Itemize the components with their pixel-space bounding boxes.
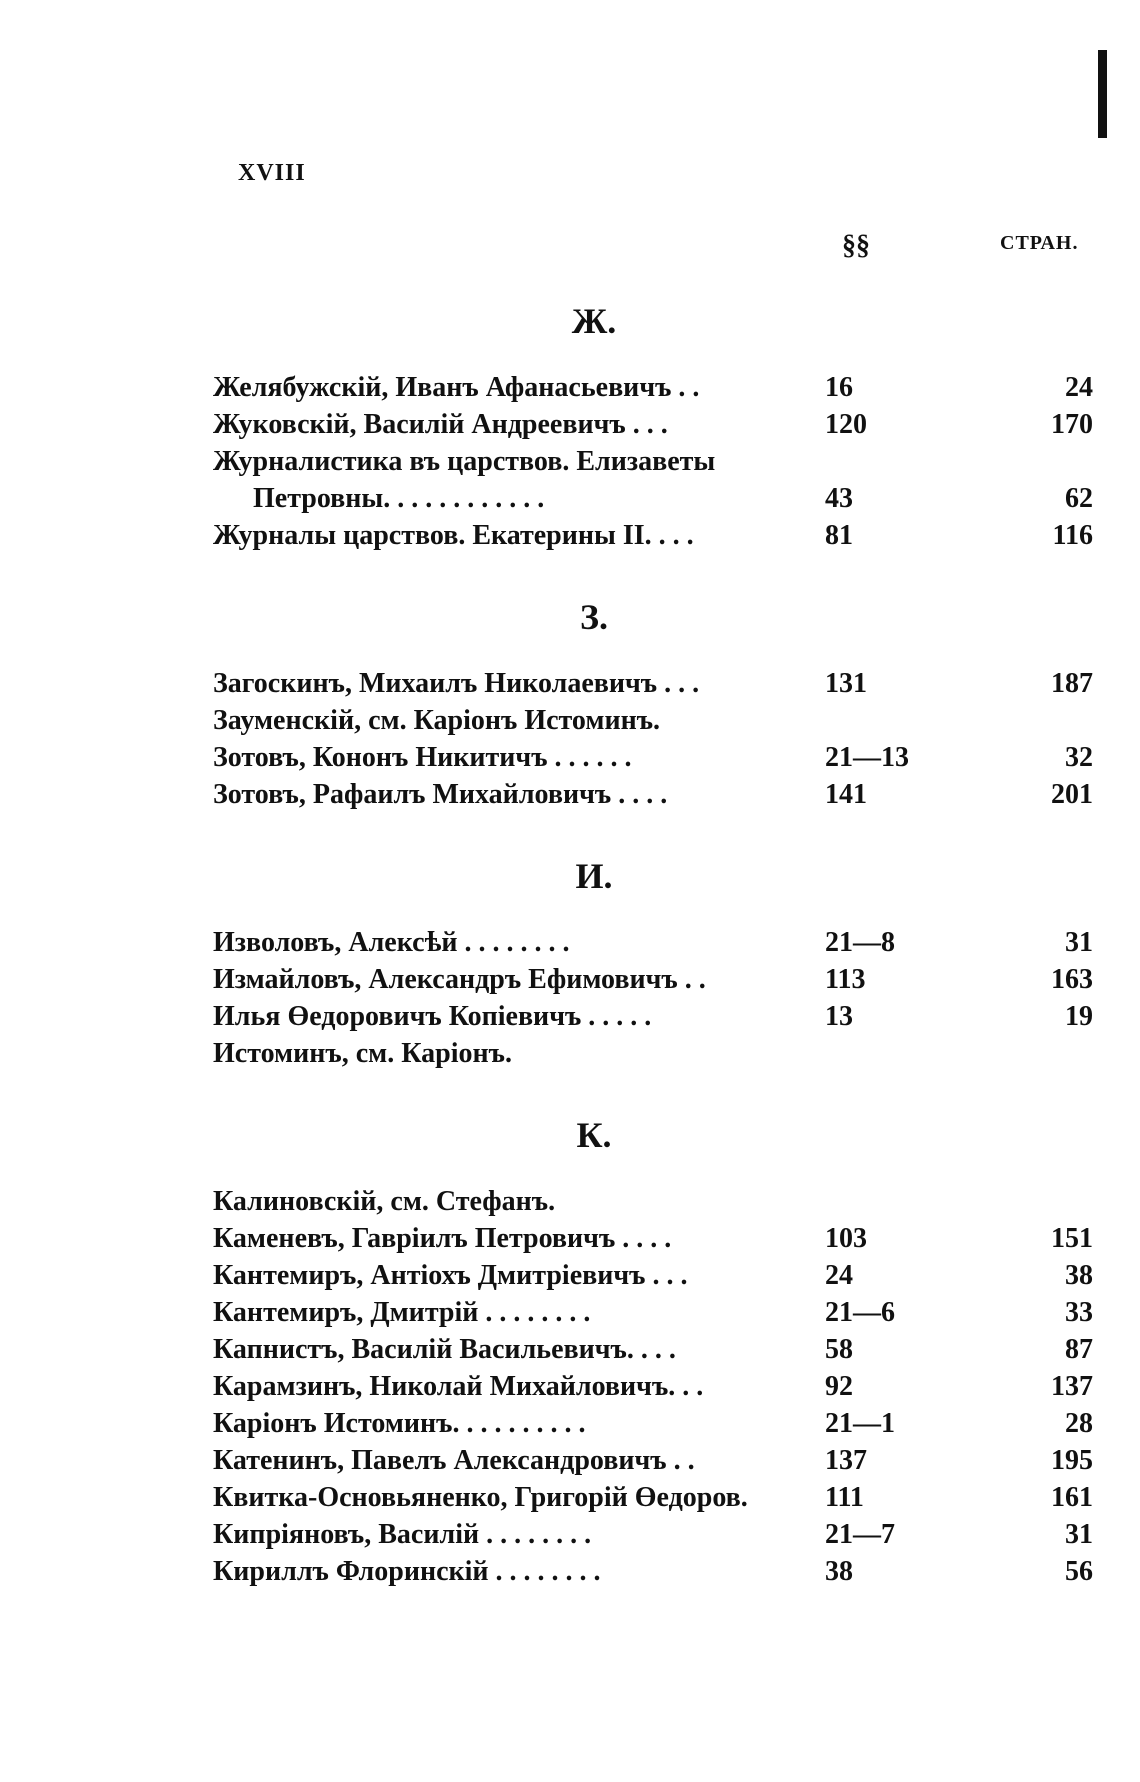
- section-letter-zh: Ж.: [571, 301, 617, 341]
- entry-page: 87: [1065, 1334, 1093, 1365]
- entry-section: 21—7: [825, 1519, 895, 1550]
- entry-section: 137: [825, 1445, 867, 1476]
- entry-section: 21—6: [825, 1297, 895, 1328]
- entry-section: 21—1: [825, 1408, 895, 1439]
- entry-section: 113: [825, 964, 866, 995]
- entry-page: 28: [1065, 1408, 1093, 1439]
- index-entry: [213, 1556, 1093, 1594]
- entry-name: Зауменскій, см. Каріонъ Истоминъ.: [213, 705, 661, 736]
- entry-name: Жуковскій, Василій Андреевичъ . . .: [213, 409, 668, 440]
- entry-name: Зотовъ, Кононъ Никитичъ . . . . . .: [213, 742, 632, 773]
- page-number: XVIII: [238, 160, 306, 186]
- entry-name: Петровны. . . . . . . . . . . .: [253, 483, 545, 514]
- index-entry: [213, 927, 1093, 965]
- entry-page: 151: [1051, 1223, 1093, 1254]
- margin-rule: [1098, 50, 1107, 138]
- entry-page: 62: [1065, 483, 1093, 514]
- entry-section: 13: [825, 1001, 853, 1032]
- entry-page: 163: [1051, 964, 1093, 995]
- index-entry: [213, 1334, 1093, 1372]
- entry-name: Измайловъ, Александръ Ефимовичъ . .: [213, 964, 706, 995]
- entry-page: 24: [1065, 372, 1093, 403]
- entry-page: 170: [1051, 409, 1093, 440]
- entry-name: Кантемиръ, Дмитрій . . . . . . . .: [213, 1297, 591, 1328]
- entry-name: Кипріяновъ, Василій . . . . . . . .: [213, 1519, 592, 1550]
- index-entry: [213, 779, 1093, 817]
- index-entry: [213, 1260, 1093, 1298]
- index-entry: [213, 409, 1093, 447]
- entry-page: 56: [1065, 1556, 1093, 1587]
- entry-name: Изволовъ, Алексѣй . . . . . . . .: [213, 927, 570, 958]
- index-entry: [213, 1223, 1093, 1261]
- index-entry: [213, 446, 1093, 484]
- entry-page: 31: [1065, 927, 1093, 958]
- entry-page: 19: [1065, 1001, 1093, 1032]
- entry-section: 81: [825, 520, 853, 551]
- entry-section: 120: [825, 409, 867, 440]
- entry-section: 24: [825, 1260, 853, 1291]
- entry-section: 38: [825, 1556, 853, 1587]
- entry-name: Кириллъ Флоринскій . . . . . . . .: [213, 1556, 601, 1587]
- index-entry: [213, 1445, 1093, 1483]
- index-entry: [213, 372, 1093, 410]
- entry-name: Журналы царствов. Екатерины II. . . .: [213, 520, 694, 551]
- index-entry: [213, 1297, 1093, 1335]
- index-entry: [213, 1519, 1093, 1557]
- entry-name: Квитка-Основьяненко, Григорій Өедоров.: [213, 1482, 748, 1513]
- index-entry: [213, 1001, 1093, 1039]
- entry-name: Илья Өедоровичъ Копіевичъ . . . . .: [213, 1001, 652, 1032]
- index-entry: [213, 1186, 1093, 1224]
- entry-page: 31: [1065, 1519, 1093, 1550]
- entry-section: 58: [825, 1334, 853, 1365]
- index-entry: [213, 520, 1093, 558]
- entry-section: 131: [825, 668, 867, 699]
- index-entry: [213, 1371, 1093, 1409]
- entry-page: 161: [1051, 1482, 1093, 1513]
- entry-name: Загоскинъ, Михаилъ Николаевичъ . . .: [213, 668, 700, 699]
- entry-page: 201: [1051, 779, 1093, 810]
- entry-section: 141: [825, 779, 867, 810]
- entry-name: Катенинъ, Павелъ Александровичъ . .: [213, 1445, 695, 1476]
- entry-page: 38: [1065, 1260, 1093, 1291]
- index-entry: [213, 483, 1093, 521]
- entry-section: 103: [825, 1223, 867, 1254]
- entry-name: Каріонъ Истоминъ. . . . . . . . . .: [213, 1408, 586, 1439]
- entry-section: 111: [825, 1482, 864, 1513]
- entry-page: 32: [1065, 742, 1093, 773]
- entry-name: Калиновскій, см. Стефанъ.: [213, 1186, 556, 1217]
- entry-name: Журналистика въ царствов. Елизаветы: [213, 446, 716, 477]
- entry-page: 137: [1051, 1371, 1093, 1402]
- entry-name: Кантемиръ, Антіохъ Дмитріевичъ . . .: [213, 1260, 688, 1291]
- entry-name: Каменевъ, Гавріилъ Петровичъ . . . .: [213, 1223, 672, 1254]
- page-column-header: СТРАН.: [1000, 232, 1079, 254]
- index-entry: [213, 1038, 1093, 1076]
- index-entry: [213, 742, 1093, 780]
- entry-name: Капнистъ, Василій Васильевичъ. . . .: [213, 1334, 676, 1365]
- section-letter-k: К.: [576, 1115, 612, 1155]
- entry-section: 92: [825, 1371, 853, 1402]
- entry-section: 16: [825, 372, 853, 403]
- entry-section: 21—13: [825, 742, 909, 773]
- entry-page: 116: [1052, 520, 1093, 551]
- entry-name: Желябужскій, Иванъ Афанасьевичъ . .: [213, 372, 700, 403]
- index-entry: [213, 1408, 1093, 1446]
- entry-page: 33: [1065, 1297, 1093, 1328]
- index-entry: [213, 1482, 1093, 1520]
- section-column-header: §§: [842, 230, 870, 261]
- entry-name: Истоминъ, см. Каріонъ.: [213, 1038, 512, 1069]
- entry-section: 43: [825, 483, 853, 514]
- section-letter-i: И.: [575, 856, 613, 896]
- entry-page: 187: [1051, 668, 1093, 699]
- index-entry: [213, 964, 1093, 1002]
- section-letter-z: З.: [579, 597, 608, 637]
- index-entry: [213, 668, 1093, 706]
- entry-page: 195: [1051, 1445, 1093, 1476]
- index-entry: [213, 705, 1093, 743]
- entry-section: 21—8: [825, 927, 895, 958]
- entry-name: Зотовъ, Рафаилъ Михайловичъ . . . .: [213, 779, 668, 810]
- entry-name: Карамзинъ, Николай Михайловичъ. . .: [213, 1371, 704, 1402]
